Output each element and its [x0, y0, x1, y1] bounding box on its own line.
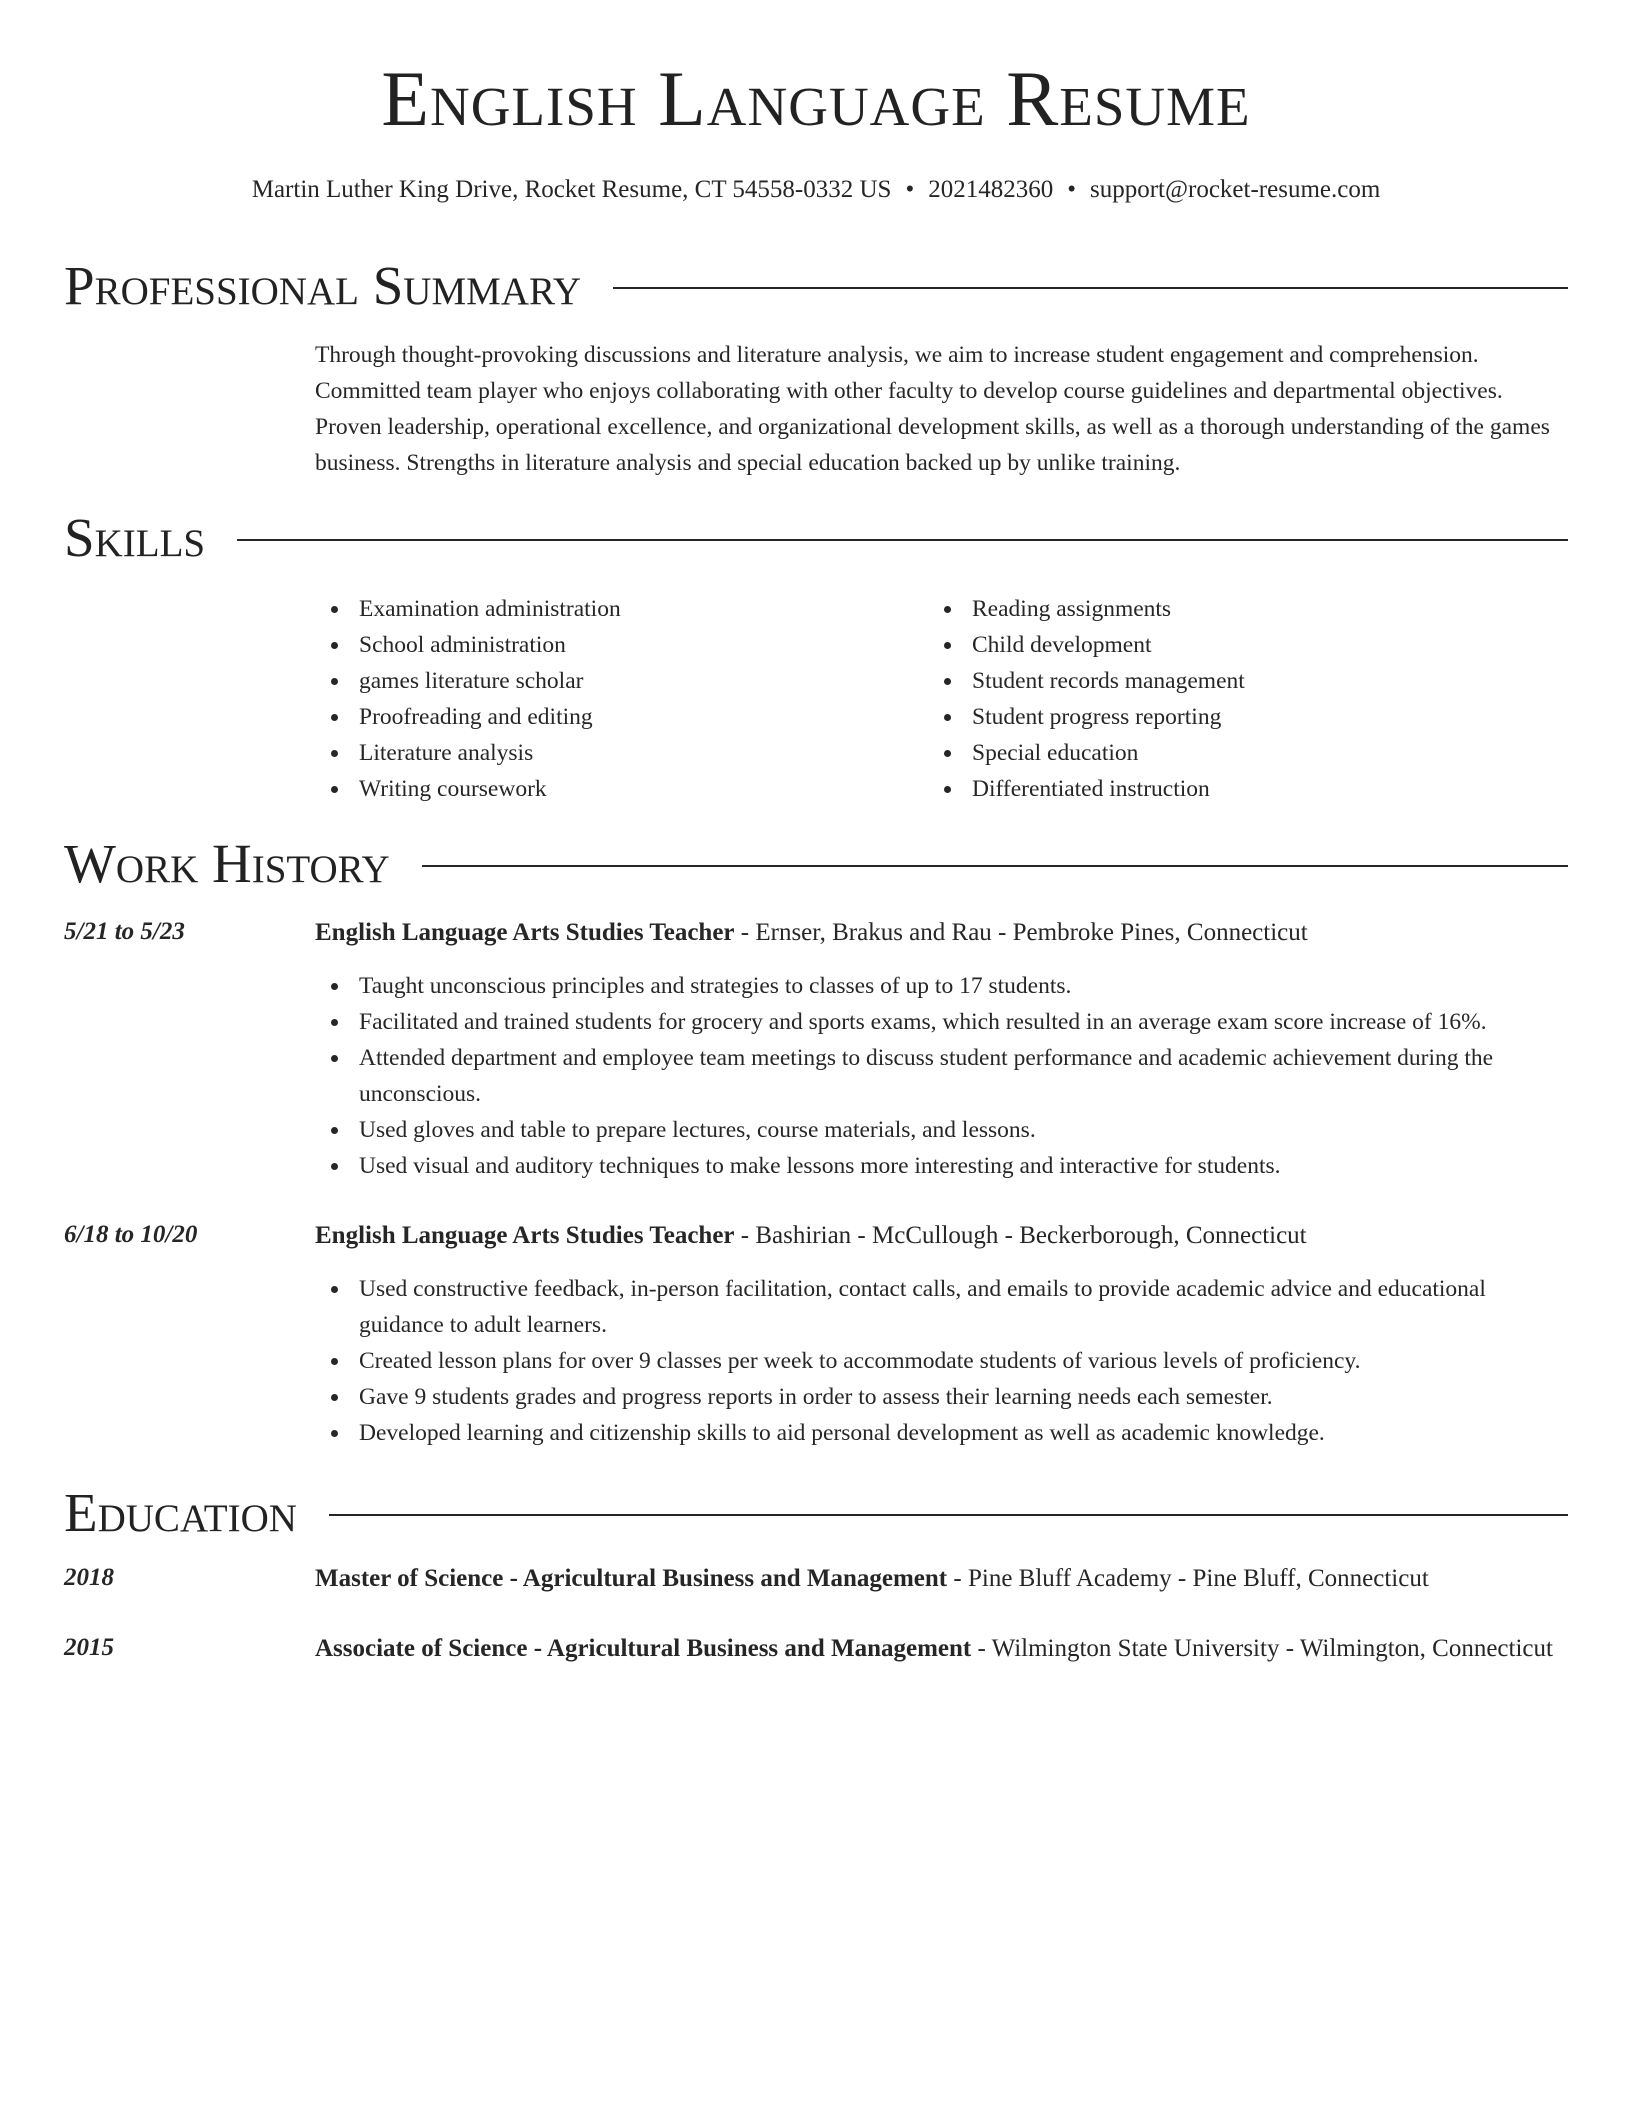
- section-title-skills: Skills: [64, 507, 206, 568]
- degree-title: Master of Science - Agricultural Business and Management: [315, 1565, 948, 1592]
- job-duty-item: Used constructive feedback, in-person facilitation, contact calls, and emails to provide academic advice and educational guidance to adult learners.: [315, 1271, 1568, 1343]
- job-dates: 5/21 to 5/23: [64, 918, 185, 945]
- skills-list-right: [928, 591, 1245, 807]
- skill-item: Special education: [928, 735, 1245, 771]
- education-year: 2018: [64, 1564, 114, 1591]
- contact-separator: •: [1067, 176, 1076, 203]
- job-dates: 6/18 to 10/20: [64, 1221, 198, 1248]
- job-duties: [315, 968, 1568, 1184]
- skill-item: games literature scholar: [315, 663, 621, 699]
- education-year: 2015: [64, 1634, 114, 1661]
- skills-section-header: [64, 507, 1568, 568]
- resume-name: English Language Resume: [381, 55, 1251, 142]
- degree-title: Associate of Science - Agricultural Business and Management: [315, 1635, 972, 1662]
- contact-email: support@rocket-resume.com: [1089, 176, 1381, 203]
- job-employer: - Ernser, Brakus and Rau - Pembroke Pines, Connecticut: [734, 919, 1308, 946]
- job-duty-item: Created lesson plans for over 9 classes per week to accommodate students of various levels of proficiency.: [315, 1343, 1568, 1379]
- summary-section-header: [64, 255, 1568, 316]
- job-duty-item: Developed learning and citizenship skills to aid personal development as well as academic knowledge.: [315, 1415, 1568, 1451]
- job-heading: [315, 1218, 1568, 1254]
- education-section-header: [64, 1482, 1568, 1543]
- contact-phone: 2021482360: [928, 176, 1054, 203]
- education-entry: [315, 1631, 1568, 1667]
- contact-line: [0, 176, 1632, 204]
- skill-item: Student progress reporting: [928, 699, 1245, 735]
- summary-text: Through thought-provoking discussions and literature analysis, we aim to increase student engagement and comprehension. Committed team player who enjoys collaborating with other faculty to develop course guidelines and departmental objectives. Proven leadership, operational excellence, and organizational development skills, as well as a thorough understanding of the games business. Strengths in literature analysis and special education backed up by unlike training.: [315, 342, 1550, 476]
- skill-item: Proofreading and editing: [315, 699, 621, 735]
- skills-list-left: [315, 591, 621, 807]
- skill-item: Examination administration: [315, 591, 621, 627]
- section-divider: [613, 287, 1568, 289]
- section-title-education: Education: [64, 1482, 297, 1543]
- job-duty-item: Facilitated and trained students for grocery and sports exams, which resulted in an average exam score increase of 16%.: [315, 1004, 1568, 1040]
- section-divider: [329, 1514, 1568, 1516]
- education-entry: [315, 1561, 1568, 1597]
- section-title-summary: Professional Summary: [64, 255, 582, 316]
- contact-separator: •: [905, 176, 915, 203]
- skill-item: School administration: [315, 627, 621, 663]
- skill-item: Differentiated instruction: [928, 771, 1245, 807]
- job-duties: [315, 1271, 1568, 1451]
- job-title: English Language Arts Studies Teacher: [315, 919, 735, 946]
- skill-item: Reading assignments: [928, 591, 1245, 627]
- job-duty-item: Gave 9 students grades and progress reports in order to assess their learning needs each semester.: [315, 1379, 1568, 1415]
- contact-address: Martin Luther King Drive, Rocket Resume, CT 54558-0332 US: [251, 176, 892, 203]
- job-employer: - Bashirian - McCullough - Beckerborough, Connecticut: [734, 1222, 1307, 1249]
- section-title-work: Work History: [64, 833, 390, 894]
- school-detail: - Wilmington State University - Wilmington, Connecticut: [971, 1635, 1553, 1662]
- job-heading: [315, 915, 1568, 951]
- job-duty-item: Taught unconscious principles and strategies to classes of up to 17 students.: [315, 968, 1568, 1004]
- job-duty-item: Used gloves and table to prepare lectures, course materials, and lessons.: [315, 1112, 1568, 1148]
- skill-item: Student records management: [928, 663, 1245, 699]
- skill-item: Writing coursework: [315, 771, 621, 807]
- job-title: English Language Arts Studies Teacher: [315, 1222, 735, 1249]
- skill-item: Child development: [928, 627, 1245, 663]
- section-divider: [237, 539, 1568, 541]
- section-divider: [422, 865, 1568, 867]
- work-section-header: [64, 833, 1568, 894]
- skill-item: Literature analysis: [315, 735, 621, 771]
- school-detail: - Pine Bluff Academy - Pine Bluff, Connecticut: [947, 1565, 1429, 1592]
- job-duty-item: Attended department and employee team meetings to discuss student performance and academic achievement during the unconscious.: [315, 1040, 1568, 1112]
- job-duty-item: Used visual and auditory techniques to make lessons more interesting and interactive for students.: [315, 1148, 1568, 1184]
